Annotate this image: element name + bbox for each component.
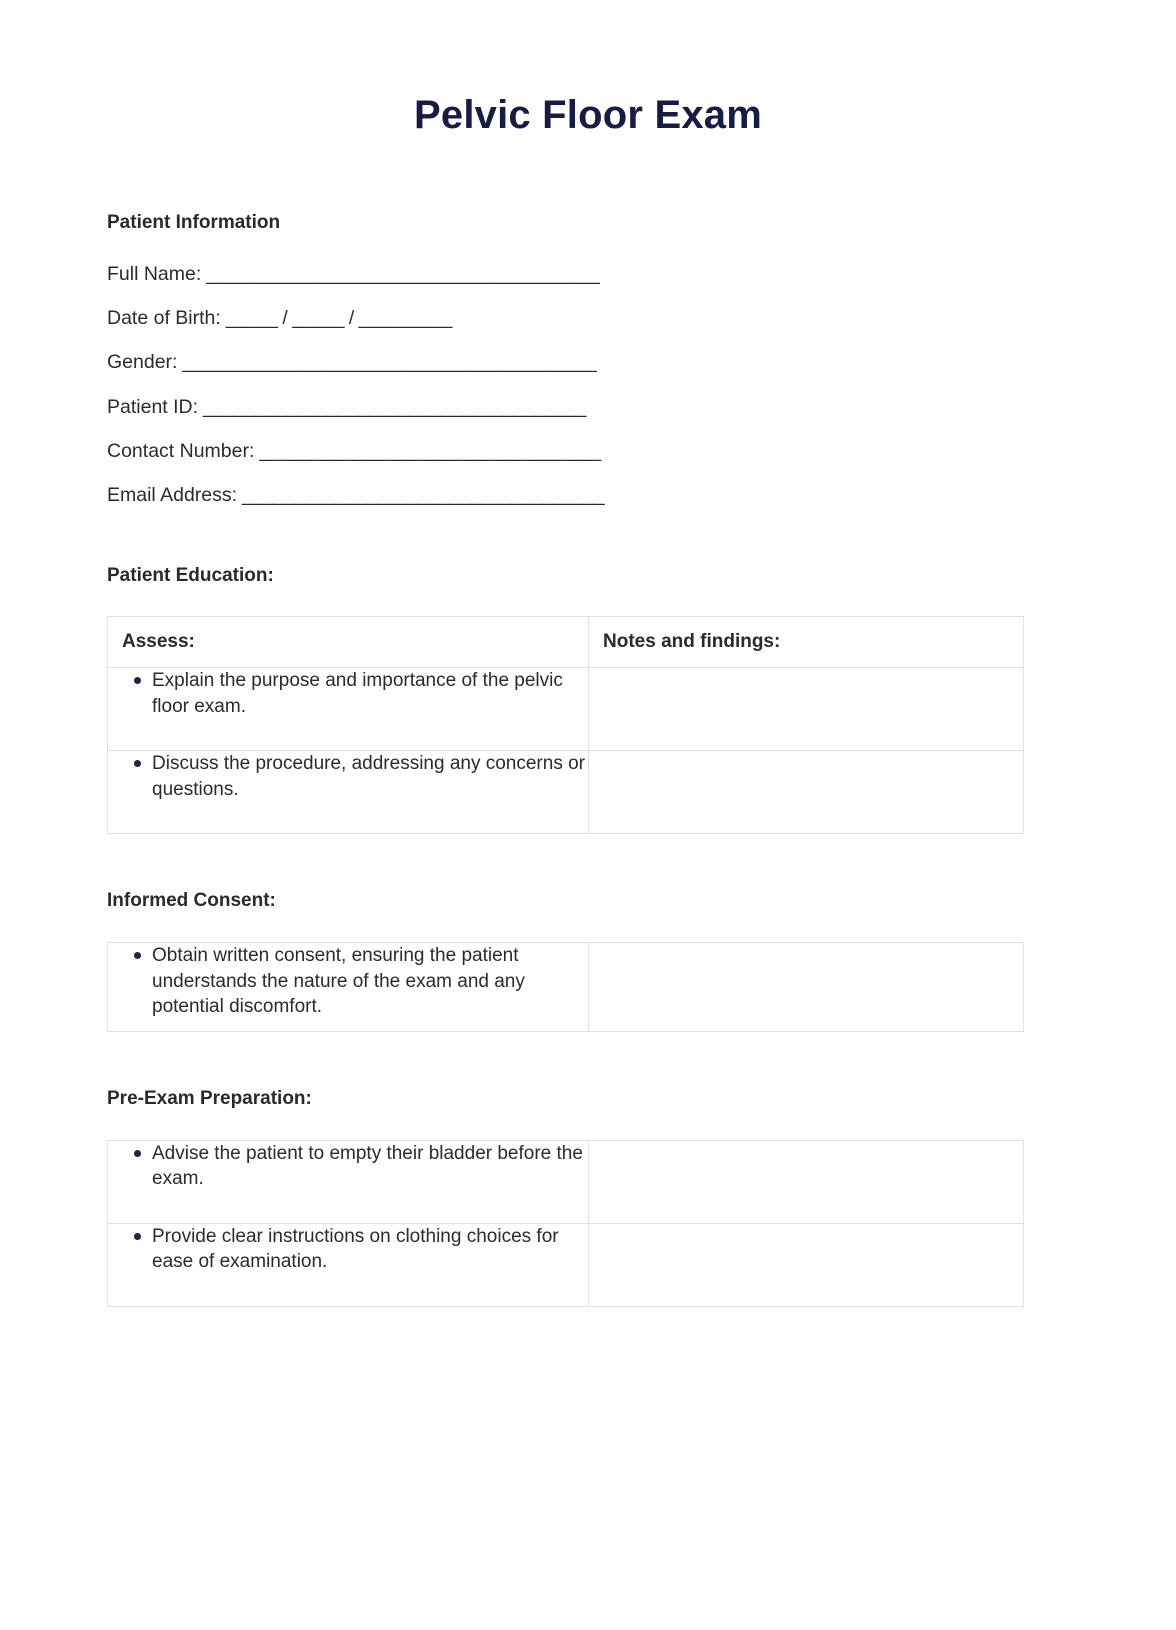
cell-assess	[108, 1141, 589, 1224]
field-blank-full-name[interactable]: ______________________________________	[201, 262, 600, 285]
field-label-date-of-birth: Date of Birth:	[107, 307, 221, 330]
field-date-of-birth	[107, 305, 1069, 331]
column-header-assess: Assess:	[108, 617, 589, 668]
cell-notes[interactable]	[589, 1224, 1024, 1307]
section-heading-patient-information: Patient Information	[107, 212, 281, 233]
field-blank-patient-id[interactable]: _____________________________________	[198, 395, 586, 418]
cell-notes[interactable]	[589, 751, 1024, 834]
bullet-icon	[134, 1150, 141, 1157]
bullet-text: Discuss the procedure, addressing any concerns or questions.	[152, 753, 586, 800]
field-gender	[107, 349, 1069, 375]
table-pre-exam-preparation	[107, 1140, 1024, 1307]
section-heading-patient-education: Patient Education:	[107, 564, 274, 586]
field-blank-email-address[interactable]: ___________________________________	[237, 484, 605, 507]
bullet-text: Obtain written consent, ensuring the patient understands the nature of the exam and any potential discomfort.	[152, 945, 525, 1017]
section-heading-informed-consent: Informed Consent:	[107, 890, 276, 912]
field-label-patient-id: Patient ID:	[107, 395, 199, 418]
table-row	[108, 943, 1024, 1032]
bullet-icon	[134, 760, 141, 767]
cell-notes[interactable]	[589, 1141, 1024, 1224]
field-full-name	[107, 261, 1069, 287]
field-blank-gender[interactable]: ________________________________________	[177, 351, 597, 374]
cell-notes[interactable]	[589, 668, 1024, 751]
field-blank-date-of-birth[interactable]: _____ / _____ / _________	[220, 307, 452, 330]
cell-assess	[108, 1224, 589, 1307]
field-email-address	[107, 482, 1069, 508]
bullet-item	[108, 751, 588, 802]
table-patient-education	[107, 616, 1024, 834]
column-header-notes-and-findings: Notes and findings:	[589, 617, 1024, 668]
bullet-icon	[134, 1233, 141, 1240]
table-header-row	[108, 617, 1024, 668]
field-label-full-name: Full Name:	[107, 262, 202, 285]
field-label-email-address: Email Address:	[107, 484, 238, 507]
section-heading-pre-exam-preparation: Pre-Exam Preparation:	[107, 1088, 312, 1110]
bullet-text: Advise the patient to empty their bladder before the exam.	[152, 1143, 583, 1190]
field-patient-id	[107, 394, 1069, 420]
bullet-item	[108, 1141, 588, 1192]
bullet-icon	[134, 952, 141, 959]
page-title: Pelvic Floor Exam	[414, 93, 762, 137]
table-row	[108, 1224, 1024, 1307]
patient-information-fields	[107, 261, 1069, 509]
cell-assess	[108, 751, 589, 834]
table-row	[108, 751, 1024, 834]
cell-assess	[108, 943, 589, 1032]
bullet-item	[108, 943, 588, 1019]
field-label-contact-number: Contact Number:	[107, 440, 255, 463]
field-contact-number	[107, 438, 1069, 464]
table-row	[108, 1141, 1024, 1224]
cell-assess	[108, 668, 589, 751]
table-informed-consent	[107, 942, 1024, 1032]
bullet-text: Explain the purpose and importance of the pelvic floor exam.	[152, 670, 563, 717]
bullet-item	[108, 1224, 588, 1275]
field-blank-contact-number[interactable]: _________________________________	[254, 440, 601, 463]
table-row	[108, 668, 1024, 751]
document-body	[0, 212, 1176, 1307]
bullet-icon	[134, 677, 141, 684]
bullet-item	[108, 668, 588, 719]
bullet-text: Provide clear instructions on clothing choices for ease of examination.	[152, 1226, 559, 1273]
field-label-gender: Gender:	[107, 351, 178, 374]
cell-notes[interactable]	[589, 943, 1024, 1032]
